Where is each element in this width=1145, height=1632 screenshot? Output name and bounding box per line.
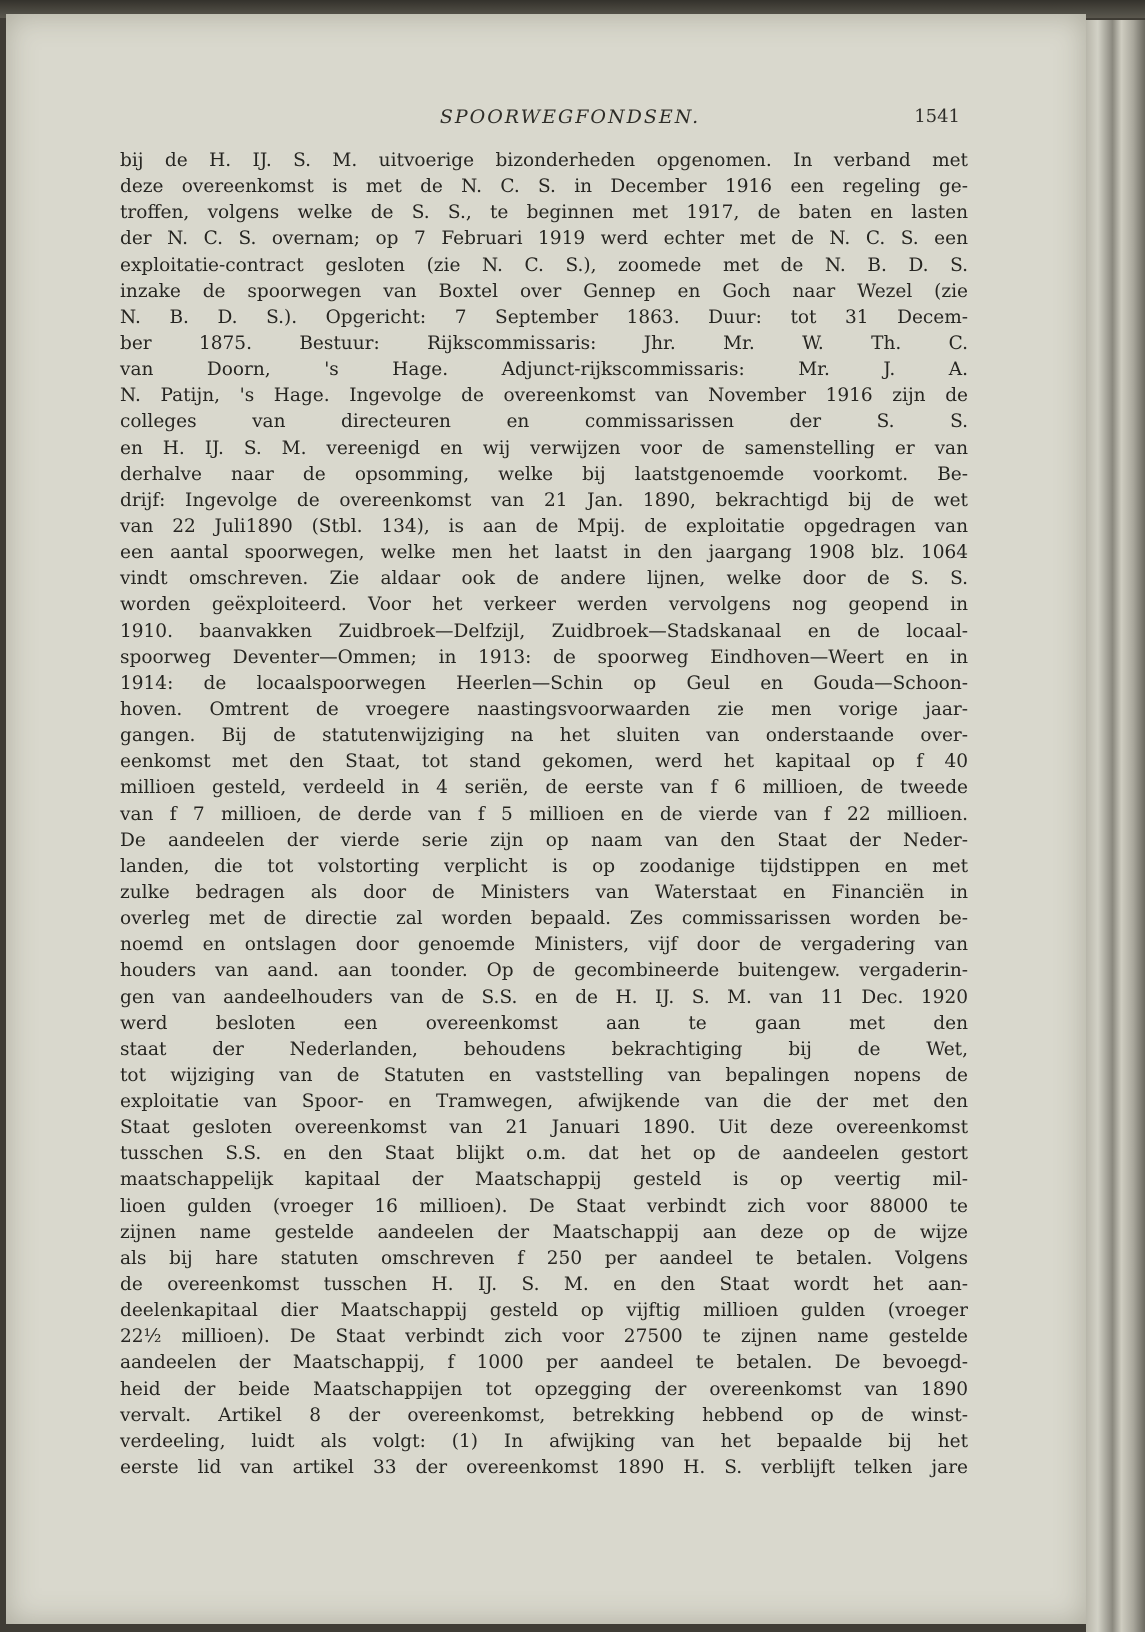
book-page-edges xyxy=(1086,20,1145,1632)
running-head xyxy=(0,106,1145,132)
text-line: millioen gesteld, verdeeld in 4 seriën, de eerste van f 6 millioen, de tweede xyxy=(120,777,968,799)
text-line: werd besloten een overeenkomst aan te gaan met den xyxy=(120,1012,968,1034)
text-line: tusschen S.S. en den Staat blijkt o.m. dat het op de aandeelen gestort xyxy=(120,1143,968,1165)
text-line: N. Patijn, 's Hage. Ingevolge de overeenkomst van November 1916 zijn de xyxy=(120,385,968,407)
running-title: SPOORWEGFONDSEN. xyxy=(439,106,701,128)
text-line: deelenkapitaal dier Maatschappij gesteld op vijftig millioen gulden (vroeger xyxy=(120,1300,968,1322)
text-line: als bij hare statuten omschreven f 250 per aandeel te betalen. Volgens xyxy=(120,1247,968,1269)
text-line: exploitatie-contract gesloten (zie N. C. S.), zoomede met de N. B. D. S. xyxy=(120,254,968,276)
text-line: drijf: Ingevolge de overeenkomst van 21 Jan. 1890, bekrachtigd bij de wet xyxy=(120,489,968,511)
text-line: noemd en ontslagen door genoemde Ministers, vijf door de vergadering van xyxy=(120,934,968,956)
text-line: worden geëxploiteerd. Voor het verkeer werden vervolgens nog geopend in xyxy=(120,594,968,616)
text-line: staat der Nederlanden, behoudens bekrachtiging bij de Wet, xyxy=(120,1038,968,1060)
text-line: deze overeenkomst is met de N. C. S. in December 1916 een regeling ge- xyxy=(120,176,968,198)
text-line: landen, die tot volstorting verplicht is op zoodanige tijdstippen en met xyxy=(120,855,968,877)
text-line: bij de H. IJ. S. M. uitvoerige bizonderheden opgenomen. In verband met xyxy=(120,150,968,171)
text-line: hoven. Omtrent de vroegere naastingsvoorwaarden zie men vorige jaar- xyxy=(120,698,968,720)
text-line: De aandeelen der vierde serie zijn op naam van den Staat der Neder- xyxy=(120,829,968,851)
text-line: colleges van directeuren en commissarissen der S. S. xyxy=(120,411,968,433)
text-line: spoorweg Deventer—Ommen; in 1913: de spoorweg Eindhoven—Weert en in xyxy=(120,646,968,668)
text-line: overleg met de directie zal worden bepaald. Zes commissarissen worden be- xyxy=(120,908,968,930)
text-line: houders van aand. aan toonder. Op de gecombineerde buitengew. vergaderin- xyxy=(120,960,968,982)
text-line: derhalve naar de opsomming, welke bij laatstgenoemde voorkomt. Be- xyxy=(120,463,968,485)
text-line: van Doorn, 's Hage. Adjunct-rijkscommissaris: Mr. J. A. xyxy=(120,359,968,381)
text-line: en H. IJ. S. M. vereenigd en wij verwijzen voor de samenstelling er van xyxy=(120,437,968,459)
text-line: troffen, volgens welke de S. S., te beginnen met 1917, de baten en lasten xyxy=(120,202,968,224)
text-line: ber 1875. Bestuur: Rijkscommissaris: Jhr. Mr. W. Th. C. xyxy=(120,332,968,354)
text-line: de overeenkomst tusschen H. IJ. S. M. en den Staat wordt het aan- xyxy=(120,1274,968,1296)
text-line: maatschappelijk kapitaal der Maatschappij gesteld is op veertig mil- xyxy=(120,1169,968,1191)
text-line: een aantal spoorwegen, welke men het laatst in den jaargang 1908 blz. 1064 xyxy=(120,542,968,564)
text-line: 1910. baanvakken Zuidbroek—Delfzijl, Zuidbroek—Stadskanaal en de locaal- xyxy=(120,620,968,642)
text-line: 22½ millioen). De Staat verbindt zich voor 27500 te zijnen name gestelde xyxy=(120,1326,968,1348)
text-line: inzake de spoorwegen van Boxtel over Gennep en Goch naar Wezel (zie xyxy=(120,280,968,302)
text-line: van f 7 millioen, de derde van f 5 millioen en de vierde van f 22 millioen. xyxy=(120,803,968,825)
text-line: lioen gulden (vroeger 16 millioen). De Staat verbindt zich voor 88000 te xyxy=(120,1195,968,1217)
text-line: der N. C. S. overnam; op 7 Februari 1919 werd echter met de N. C. S. een xyxy=(120,228,968,250)
text-line: aandeelen der Maatschappij, f 1000 per aandeel te betalen. De bevoegd- xyxy=(120,1352,968,1374)
text-line: van 22 Juli1890 (Stbl. 134), is aan de Mpij. de exploitatie opgedragen van xyxy=(120,515,968,537)
text-line: eenkomst met den Staat, tot stand gekomen, werd het kapitaal op f 40 xyxy=(120,751,968,773)
page-number: 1541 xyxy=(914,106,960,127)
text-line: eerste lid van artikel 33 der overeenkomst 1890 H. S. verblijft telken jare xyxy=(120,1457,968,1479)
text-line: tot wijziging van de Statuten en vaststelling van bepalingen nopens de xyxy=(120,1064,968,1086)
text-line: N. B. D. S.). Opgericht: 7 September 1863. Duur: tot 31 Decem- xyxy=(120,306,968,328)
text-line: vindt omschreven. Zie aldaar ook de andere lijnen, welke door de S. S. xyxy=(120,568,968,590)
text-line: zijnen name gestelde aandeelen der Maatschappij aan deze op de wijze xyxy=(120,1221,968,1243)
text-line: zulke bedragen als door de Ministers van Waterstaat en Financiën in xyxy=(120,881,968,903)
text-line: gen van aandeelhouders van de S.S. en de H. IJ. S. M. van 11 Dec. 1920 xyxy=(120,986,968,1008)
text-line: vervalt. Artikel 8 der overeenkomst, betrekking hebbend op de winst- xyxy=(120,1404,968,1426)
text-line: 1914: de locaalspoorwegen Heerlen—Schin op Geul en Gouda—Schoon- xyxy=(120,672,968,694)
text-line: Staat gesloten overeenkomst van 21 Januari 1890. Uit deze overeenkomst xyxy=(120,1117,968,1139)
text-line: exploitatie van Spoor- en Tramwegen, afwijkende van die der met den xyxy=(120,1091,968,1113)
body-text xyxy=(120,148,968,1481)
text-line: gangen. Bij de statutenwijziging na het sluiten van onderstaande over- xyxy=(120,725,968,747)
text-line: verdeeling, luidt als volgt: (1) In afwijking van het bepaalde bij het xyxy=(120,1430,968,1452)
text-line: heid der beide Maatschappijen tot opzegging der overeenkomst van 1890 xyxy=(120,1378,968,1400)
